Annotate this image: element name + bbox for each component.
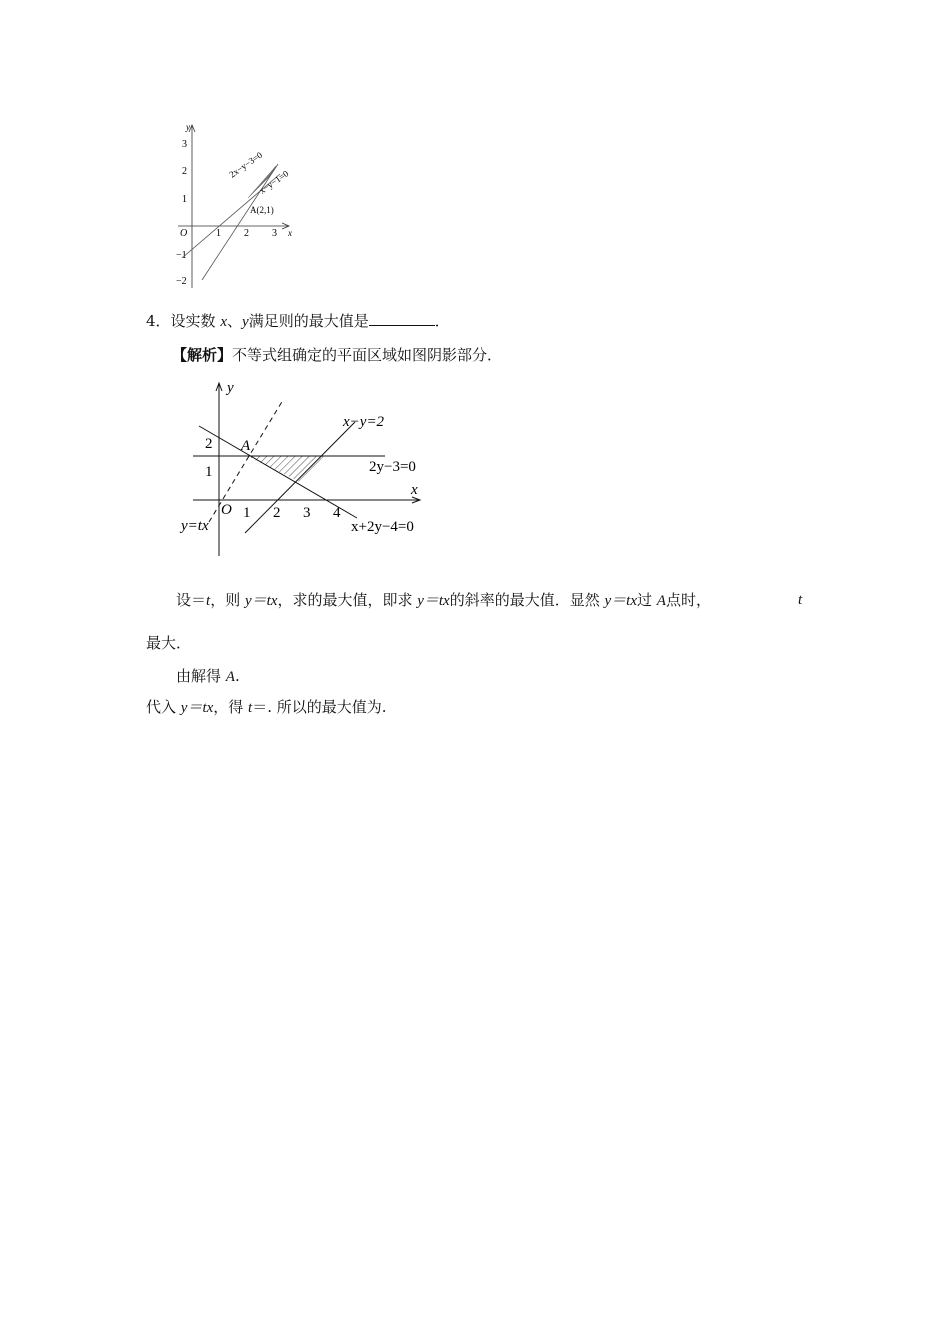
- origin-label: O: [221, 502, 232, 518]
- y-tick: −1: [176, 250, 187, 261]
- x-tick: 3: [303, 505, 311, 521]
- figure-2-graph: [175, 378, 435, 560]
- y-tick: 1: [205, 464, 213, 480]
- x-tick: 2: [244, 228, 249, 239]
- para-1-line-2: 最大．: [146, 634, 192, 652]
- line-label-x2y4: x+2y−4=0: [351, 519, 414, 535]
- line-label-2: x−y−1=0: [257, 168, 291, 196]
- line-label-xy2: x−y=2: [343, 414, 385, 430]
- feasible-region: [247, 456, 325, 482]
- x-axis-label: x: [288, 228, 292, 238]
- y-axis-label: y: [186, 122, 190, 132]
- origin-label: O: [180, 228, 188, 239]
- line-label-ytx: y=tx: [181, 518, 209, 534]
- y-tick: 3: [182, 139, 187, 150]
- question-4: 4．设实数 x、y满足则的最大值是 ．: [146, 312, 450, 330]
- y-tick: 2: [205, 436, 213, 452]
- answer-blank[interactable]: [369, 311, 435, 326]
- y-axis-label: y: [227, 380, 234, 396]
- y-tick: −2: [176, 276, 187, 287]
- analysis-line: 【解析】不等式组确定的平面区域如图阴影部分．: [172, 346, 503, 364]
- line-label-2y3: 2y−3=0: [369, 459, 416, 475]
- x-tick: 2: [273, 505, 281, 521]
- para-1: 设＝t，则 y＝tx，求的最大值，即求 y＝tx的斜率的最大值．显然 y＝tx过 A点时，: [176, 591, 711, 609]
- para-1-t: t: [798, 592, 803, 608]
- para-2: 由解得 A.: [176, 667, 240, 685]
- x-tick: 1: [216, 228, 221, 239]
- analysis-tag: 【解析】: [172, 346, 233, 364]
- point-A-label: A: [241, 438, 251, 454]
- x-axis-label: x: [411, 482, 418, 498]
- y-tick: 1: [182, 194, 187, 205]
- line-label-1: 2x−y−3=0: [227, 149, 265, 180]
- para-3: 代入 y＝tx，得 t＝. 所以的最大值为.: [146, 698, 387, 716]
- x-tick: 3: [272, 228, 277, 239]
- figure-1-graph: [170, 118, 320, 293]
- y-tick: 2: [182, 166, 187, 177]
- point-label: A(2,1): [250, 205, 274, 215]
- x-tick: 1: [243, 505, 251, 521]
- x-tick: 4: [333, 505, 341, 521]
